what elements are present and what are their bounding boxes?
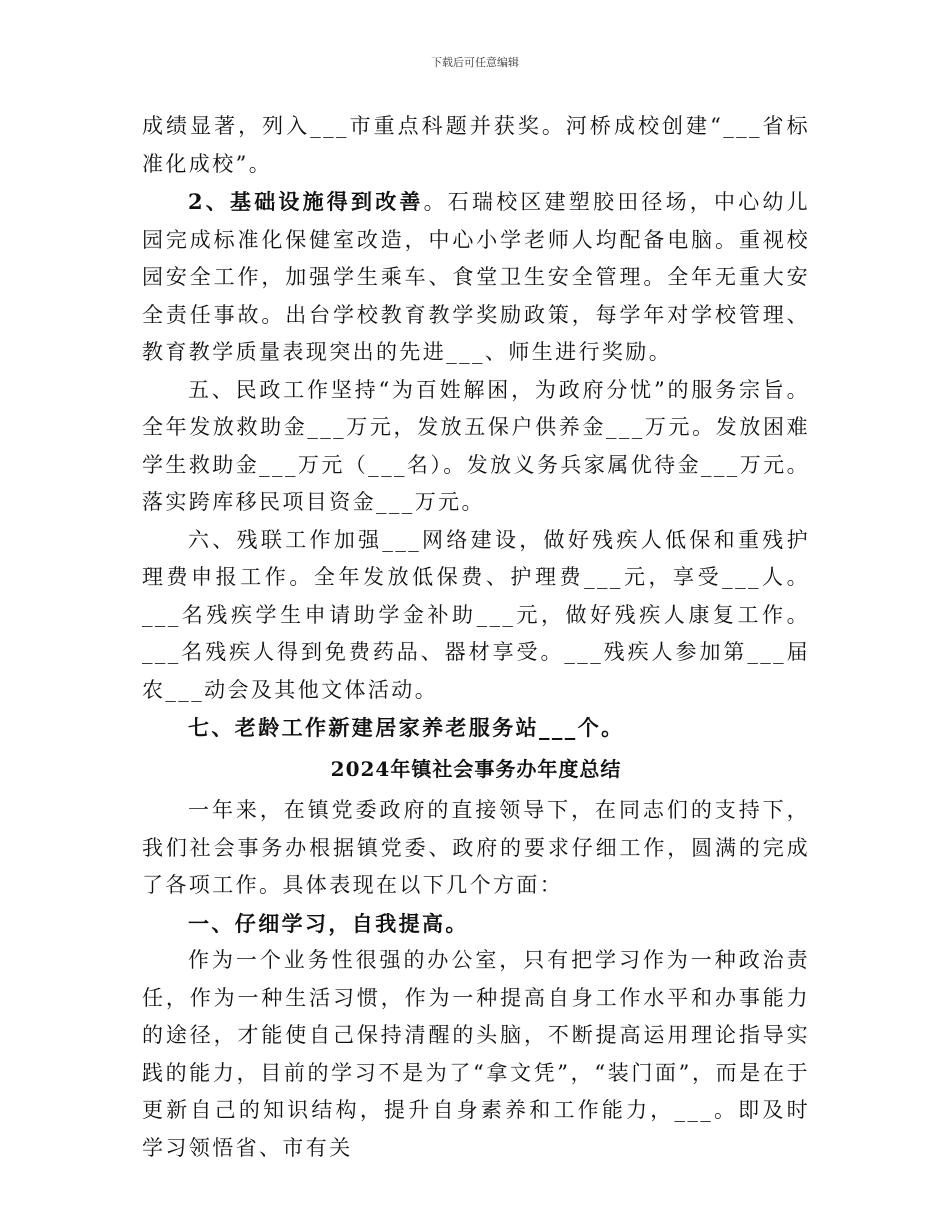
- paragraph-infrastructure: [142, 183, 810, 372]
- paragraph-civil-affairs: 五、民政工作坚持“为百姓解困，为政府分忧”的服务宗旨。全年发放救助金___万元，发放五保户供养金___万元。发放困难学生救助金___万元（___名）。发放义务兵家属优待金___万元。落实跨库移民项目资金___万元。: [142, 377, 810, 514]
- paragraph-intro: 一年来，在镇党委政府的直接领导下，在同志们的支持下，我们社会事务办根据镇党委、政府的要求仔细工作，圆满的完成了各项工作。具体表现在以下几个方面：: [142, 798, 810, 897]
- paragraph-infrastructure-text: 。石瑞校区建塑胶田径场，中心幼儿园完成标准化保健室改造，中心小学老师人均配备电脑。重视校园安全工作，加强学生乘车、食堂卫生安全管理。全年无重大安全责任事故。出台学校教育教学奖励政策，每学年对学校管理、教育教学质量表现突出的先进___、师生进行奖励。: [142, 190, 810, 364]
- section-heading-study: 一、仔细学习，自我提高。: [188, 910, 469, 936]
- paragraph-disabled-federation: 六、残联工作加强___网络建设，做好残疾人低保和重残护理费申报工作。全年发放低保费、护理费___元，享受___人。___名残疾学生申请助学金补助___元，做好残疾人康复工作。___名残疾人得到免费药品、器材享受。___残疾人参加第___届农___动会及其他文体活动。: [142, 527, 810, 702]
- document-body: [142, 108, 810, 1167]
- paragraph-achievements: 成绩显著，列入___市重点科题并获奖。河桥成校创建“___省标准化成校”。: [142, 114, 810, 176]
- paragraph-infrastructure-heading: 2、基础设施得到改善: [188, 189, 424, 214]
- document-title: 2024年镇社会事务办年度总结: [330, 756, 622, 781]
- paragraph-study: 作为一个业务性很强的办公室，只有把学习作为一种政治责任，作为一种生活习惯，作为一种提高自身工作水平和办事能力的途径，才能使自己保持清醒的头脑，不断提高运用理论指导实践的能力，目前的学习不是为了“拿文凭”，“装门面”，而是在于更新自己的知识结构，提升自身素养和工作能力，___。即及时学习领悟省、市有关: [142, 948, 810, 1160]
- page-header-note: 下载后可任意编辑: [431, 56, 519, 69]
- paragraph-elderly-work: 七、老龄工作新建居家养老服务站___个。: [188, 715, 625, 740]
